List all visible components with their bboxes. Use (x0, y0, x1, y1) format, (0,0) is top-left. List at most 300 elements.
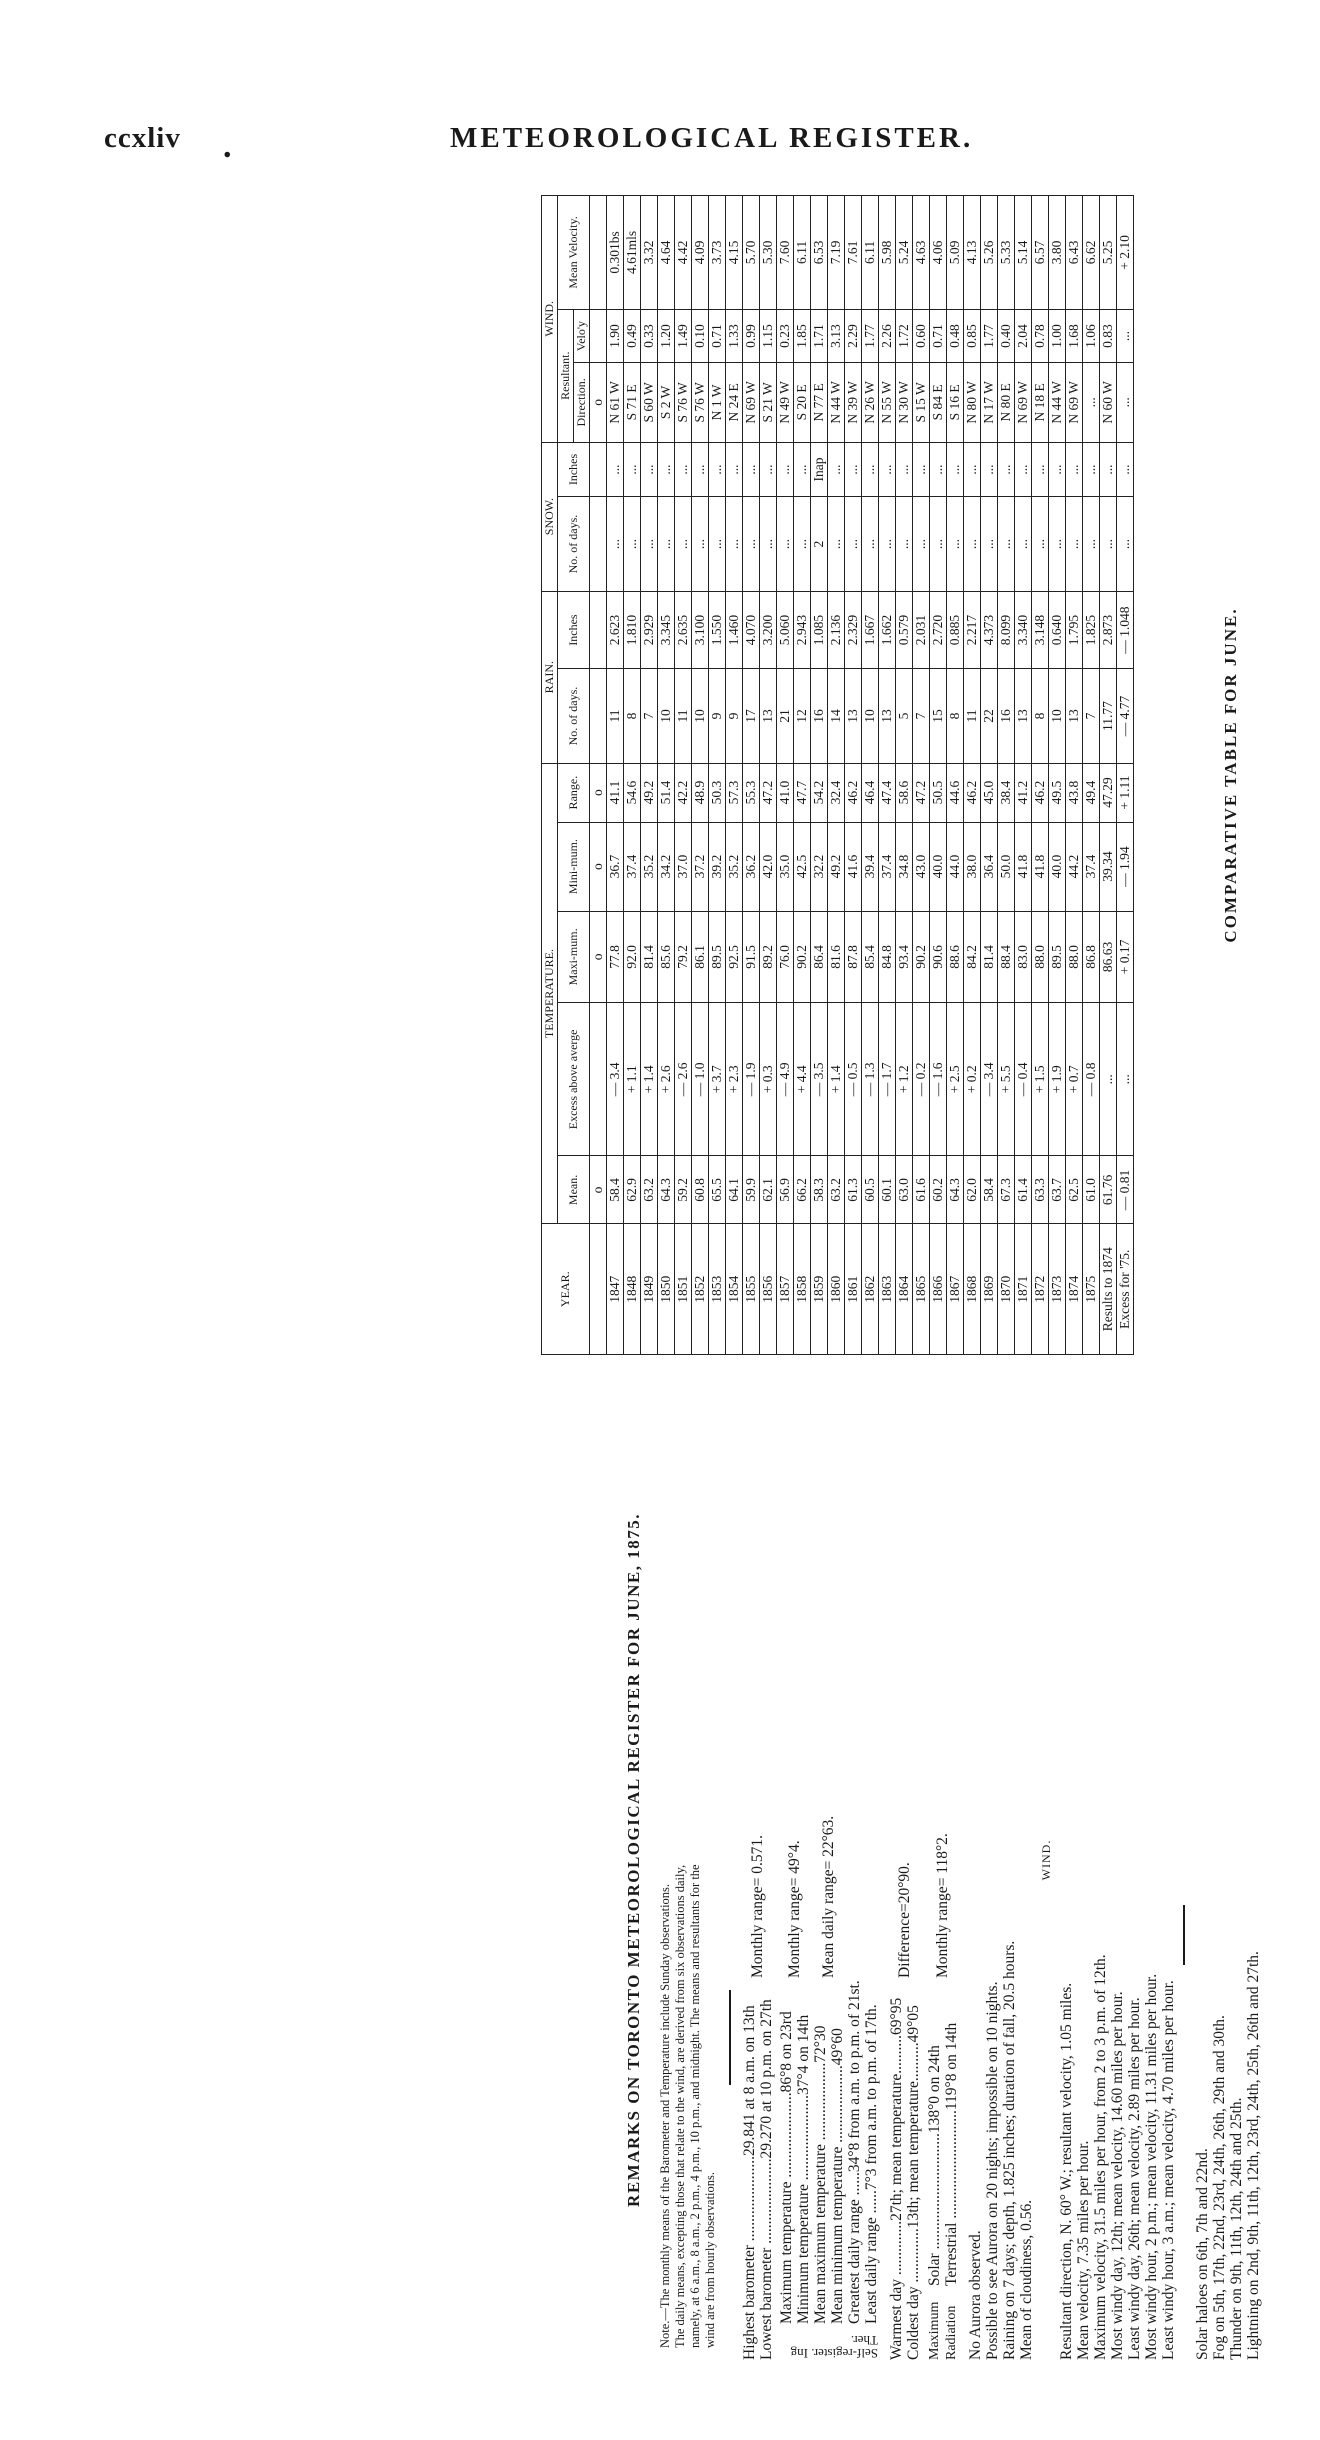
table-cell: — 3.4 (607, 1003, 624, 1156)
table-cell: 7.60 (777, 196, 794, 310)
radiation-range: Monthly range= 118°2. (934, 1833, 951, 1978)
table-cell: 2.720 (930, 591, 947, 669)
table-cell: 0.301bs (607, 196, 624, 310)
table-row (1032, 196, 1049, 1355)
table-cell: 42.0 (760, 822, 777, 911)
table-cell: ... (1100, 442, 1117, 497)
table-cell: ... (692, 497, 709, 591)
table-cell: 1.72 (896, 309, 913, 362)
table-row (1049, 196, 1066, 1355)
table-cell: 1856 (760, 1224, 777, 1355)
table-cell: N 44 W (828, 363, 845, 442)
table-cell: 16 (811, 669, 828, 763)
table-cell: o (590, 363, 607, 442)
table-cell: 1.06 (1083, 309, 1100, 362)
table-cell: 32.2 (811, 822, 828, 911)
table-cell: 10 (862, 669, 879, 763)
excess-row (1117, 196, 1134, 1355)
table-cell: 44.6 (947, 763, 964, 822)
table-cell: ... (709, 497, 726, 591)
table-row (811, 196, 828, 1355)
table-cell: ... (1100, 497, 1117, 591)
table-cell: ... (1066, 442, 1083, 497)
table-cell: ... (1049, 442, 1066, 497)
table-cell: 59.9 (743, 1156, 760, 1224)
table-cell: 0.40 (998, 309, 1015, 362)
table-cell: N 60 W (1100, 363, 1117, 442)
table-cell: 47.29 (1100, 763, 1117, 822)
table-cell: 61.4 (1015, 1156, 1032, 1224)
table-cell: 1863 (879, 1224, 896, 1355)
table-cell (590, 442, 607, 497)
highest-barometer: Highest barometer ......................29.841 at 8 a.m. on 13th (741, 2005, 758, 2360)
table-cell: 2.04 (1015, 309, 1032, 362)
table-cell: N 17 W (981, 363, 998, 442)
table-cell: 64.1 (726, 1156, 743, 1224)
table-cell (590, 591, 607, 669)
table-cell: 2.136 (828, 591, 845, 669)
table-cell: 7 (641, 669, 658, 763)
table-row (913, 196, 930, 1355)
table-cell: Results to 1874 (1100, 1224, 1117, 1355)
running-head: METEOROLOGICAL REGISTER. (450, 122, 974, 154)
table-cell: 92.5 (726, 911, 743, 1003)
table-cell: 51.4 (658, 763, 675, 822)
remarks-section (624, 1360, 1262, 2361)
table-cell: 90.2 (913, 911, 930, 1003)
table-cell: 5.060 (777, 591, 794, 669)
table-cell: 88.0 (1032, 911, 1049, 1003)
table-cell: 63.2 (828, 1156, 845, 1224)
table-cell: 1847 (607, 1224, 624, 1355)
table-cell: — 2.6 (675, 1003, 692, 1156)
table-cell: — 0.2 (913, 1003, 930, 1156)
table-cell: 3.148 (1032, 591, 1049, 669)
table-cell: 1870 (998, 1224, 1015, 1355)
results-row (1100, 196, 1117, 1355)
table-cell: — 0.81 (1117, 1156, 1134, 1224)
table-cell: 13 (760, 669, 777, 763)
table-cell: 1862 (862, 1224, 879, 1355)
table-cell: 21 (777, 669, 794, 763)
table-cell: 81.4 (981, 911, 998, 1003)
table-cell: + 2.6 (658, 1003, 675, 1156)
note-line: namely, at 6 a.m., 8 a.m., 2 p.m., 4 p.m., 10 p.m., and midnight. The means and resultants for the (688, 1864, 702, 2348)
table-row (658, 196, 675, 1355)
table-cell: 1859 (811, 1224, 828, 1355)
table-cell: 39.4 (862, 822, 879, 911)
table-cell: 1874 (1066, 1224, 1083, 1355)
col-snow-days: No. of days. (558, 497, 590, 591)
table-cell: 55.3 (743, 763, 760, 822)
table-cell: 1868 (964, 1224, 981, 1355)
table-cell: 4.61mls (624, 196, 641, 310)
table-cell: 1849 (641, 1224, 658, 1355)
table-cell: 9 (709, 669, 726, 763)
table-cell: 1.20 (658, 309, 675, 362)
table-cell: 1860 (828, 1224, 845, 1355)
table-row (641, 196, 658, 1355)
table-cell: 2.943 (794, 591, 811, 669)
table-cell: 1.00 (1049, 309, 1066, 362)
table-cell: 47.7 (794, 763, 811, 822)
table-cell: 4.09 (692, 196, 709, 310)
table-cell: 85.4 (862, 911, 879, 1003)
table-cell: 6.11 (794, 196, 811, 310)
table-cell: 36.2 (743, 822, 760, 911)
group-temperature: TEMPERATURE. (542, 763, 558, 1224)
table-cell: ... (607, 442, 624, 497)
table-cell: 2.635 (675, 591, 692, 669)
table-cell: 60.1 (879, 1156, 896, 1224)
mean-min-temp: Mean minimum temperature ....................49°60 (829, 2028, 846, 2324)
self-register-label: Self-register. Ing Ther. (790, 2333, 878, 2361)
table-cell: 3.340 (1015, 591, 1032, 669)
table-cell: ... (641, 442, 658, 497)
table-cell: 41.1 (607, 763, 624, 822)
table-cell: 3.100 (692, 591, 709, 669)
table-cell: 1.85 (794, 309, 811, 362)
table-cell: 34.8 (896, 822, 913, 911)
table-cell: 0.885 (947, 591, 964, 669)
table-cell: 5.33 (998, 196, 1015, 310)
table-cell: 6.43 (1066, 196, 1083, 310)
table-cell: 41.6 (845, 822, 862, 911)
table-cell: 3.13 (828, 309, 845, 362)
table-cell: 5.70 (743, 196, 760, 310)
solar-radiation: Solar ..............................138°0 on 24th (926, 2045, 943, 2286)
table-cell: 41.0 (777, 763, 794, 822)
phenomena-line: Fog on 5th, 17th, 22nd, 23rd, 24th, 26th, 29th and 30th. (1211, 2015, 1228, 2360)
table-cell: ... (913, 442, 930, 497)
note-line: The daily means, excepting those that relate to the wind, are derived from six observations daily, (673, 1864, 687, 2348)
table-row (675, 196, 692, 1355)
wind-line: Mean velocity, 7.35 miles per hour. (1075, 2140, 1092, 2360)
table-cell: 45.0 (981, 763, 998, 822)
table-cell: 58.4 (981, 1156, 998, 1224)
wind-line: Most windy hour, 2 p.m.; mean velocity, 11.31 miles per hour. (1143, 1973, 1160, 2360)
table-cell: 1866 (930, 1224, 947, 1355)
table-cell: 1.085 (811, 591, 828, 669)
table-cell: 1.90 (607, 309, 624, 362)
group-resultant: Resultant. (558, 309, 574, 442)
table-cell: 60.2 (930, 1156, 947, 1224)
table-cell: 1.33 (726, 309, 743, 362)
table-cell: 63.7 (1049, 1156, 1066, 1224)
table-cell: 46.2 (964, 763, 981, 822)
table-cell: 3.200 (760, 591, 777, 669)
table-cell: 49.2 (641, 763, 658, 822)
table-cell: N 69 W (1066, 363, 1083, 442)
table-cell: 61.6 (913, 1156, 930, 1224)
table-cell: 66.2 (794, 1156, 811, 1224)
table-cell: 1854 (726, 1224, 743, 1355)
table-cell: 86.4 (811, 911, 828, 1003)
table-cell: 1.667 (862, 591, 879, 669)
table-cell: 41.2 (1015, 763, 1032, 822)
table-cell: 41.8 (1032, 822, 1049, 911)
table-cell: — 1.6 (930, 1003, 947, 1156)
table-cell: ... (896, 442, 913, 497)
table-cell: ... (896, 497, 913, 591)
table-cell: 1873 (1049, 1224, 1066, 1355)
table-cell: S 15 W (913, 363, 930, 442)
table-row (930, 196, 947, 1355)
table-row (964, 196, 981, 1355)
table-cell: 0.99 (743, 309, 760, 362)
table-cell: — 1.7 (879, 1003, 896, 1156)
table-cell: 92.0 (624, 911, 641, 1003)
table-cell: 2.623 (607, 591, 624, 669)
table-cell: 47.2 (760, 763, 777, 822)
table-cell: ... (845, 497, 862, 591)
table-cell: 60.5 (862, 1156, 879, 1224)
warm-cold-difference: Difference=20°90. (896, 1862, 913, 1978)
table-cell: 49.2 (828, 822, 845, 911)
table-cell: N 44 W (1049, 363, 1066, 442)
table-cell: 91.5 (743, 911, 760, 1003)
table-cell: ... (1066, 497, 1083, 591)
table-cell: ... (930, 497, 947, 591)
col-maximum: Maxi-mum. (558, 911, 590, 1003)
table-cell: ... (1117, 442, 1134, 497)
table-cell: — 0.4 (1015, 1003, 1032, 1156)
table-cell: ... (777, 497, 794, 591)
greatest-daily-range: Greatest daily range ......34°8 from a.m. to p.m. of 21st. (846, 1980, 863, 2324)
table-cell: N 69 W (1015, 363, 1032, 442)
coldest-day: Coldest day ..............13th; mean temperature..........49°05 (905, 2005, 922, 2360)
table-cell: — 4.77 (1117, 669, 1134, 763)
table-cell: ... (947, 442, 964, 497)
note-line: Note.—The monthly means of the Barometer and Temperature include Sunday observations. (658, 1883, 672, 2348)
table-cell: 42.5 (794, 822, 811, 911)
table-cell: + 1.4 (828, 1003, 845, 1156)
table-row (981, 196, 998, 1355)
table-row (862, 196, 879, 1355)
page-number: ccxliv (104, 122, 181, 154)
wind-line: Least windy hour, 3 a.m.; mean velocity, 4.70 miles per hour. (1160, 1980, 1177, 2360)
col-snow-inches: Inches (558, 442, 590, 497)
table-cell: ... (1083, 442, 1100, 497)
col-mean-velocity: Mean Velocity. (558, 196, 590, 310)
table-cell: 5 (896, 669, 913, 763)
table-cell: 6.11 (862, 196, 879, 310)
table-cell: ... (879, 442, 896, 497)
table-cell: 64.3 (658, 1156, 675, 1224)
table-cell: N 69 W (743, 363, 760, 442)
min-temp: Minimum temperature ......................37°4 on 14th (795, 2014, 812, 2324)
table-cell: ... (879, 497, 896, 591)
table-cell: 88.6 (947, 911, 964, 1003)
col-rain-inches: Inches (558, 591, 590, 669)
table-cell: 58.4 (607, 1156, 624, 1224)
table-cell: ... (1100, 1003, 1117, 1156)
table-cell: 49.4 (1083, 763, 1100, 822)
table-cell: N 18 E (1032, 363, 1049, 442)
table-cell: 1851 (675, 1224, 692, 1355)
table-cell: N 24 E (726, 363, 743, 442)
table-cell: — 1.3 (862, 1003, 879, 1156)
table-cell: 0.23 (777, 309, 794, 362)
table-cell: 57.3 (726, 763, 743, 822)
table-cell: 8 (1032, 669, 1049, 763)
table-cell: ... (726, 442, 743, 497)
table-cell: 0.640 (1049, 591, 1066, 669)
table-cell: 1.15 (760, 309, 777, 362)
table-cell: 13 (879, 669, 896, 763)
col-velocity: Velo'y (574, 309, 590, 362)
table-cell: + 2.10 (1117, 196, 1134, 310)
table-cell: 36.7 (607, 822, 624, 911)
table-cell: 38.0 (964, 822, 981, 911)
table-cell: ... (794, 497, 811, 591)
table-cell: 1.77 (981, 309, 998, 362)
table-cell: 37.4 (624, 822, 641, 911)
table-cell: S 2 W (658, 363, 675, 442)
table-cell: 0.83 (1100, 309, 1117, 362)
table-cell: ... (624, 497, 641, 591)
table-cell: 50.0 (998, 822, 1015, 911)
table-cell: 3.73 (709, 196, 726, 310)
table-cell: 2.031 (913, 591, 930, 669)
table-cell: ... (641, 497, 658, 591)
table-cell: ... (1117, 497, 1134, 591)
table-cell: 2.217 (964, 591, 981, 669)
col-mean: Mean. (558, 1156, 590, 1224)
table-cell: 62.5 (1066, 1156, 1083, 1224)
table-cell: 1850 (658, 1224, 675, 1355)
table-cell: + 1.2 (896, 1003, 913, 1156)
table-row (624, 196, 641, 1355)
table-cell: 0.10 (692, 309, 709, 362)
table-cell: 5.30 (760, 196, 777, 310)
table-cell: ... (675, 497, 692, 591)
table-cell: 62.9 (624, 1156, 641, 1224)
table-cell: 1864 (896, 1224, 913, 1355)
lowest-barometer: Lowest barometer ......................29.270 at 10 p.m. on 27th (758, 1999, 775, 2360)
col-excess: Excess above averge (558, 1003, 590, 1156)
table-cell: 83.0 (1015, 911, 1032, 1003)
table-cell: ... (760, 497, 777, 591)
table-cell: 86.1 (692, 911, 709, 1003)
table-cell: 1858 (794, 1224, 811, 1355)
table-cell: 1869 (981, 1224, 998, 1355)
table-cell: 32.4 (828, 763, 845, 822)
table-cell (590, 669, 607, 763)
table-row (947, 196, 964, 1355)
temp-monthly-range: Monthly range= 49°4. (786, 1840, 803, 1978)
table-cell: 88.0 (1066, 911, 1083, 1003)
table-cell: 1871 (1015, 1224, 1032, 1355)
table-cell: 61.76 (1100, 1156, 1117, 1224)
table-cell: S 84 E (930, 363, 947, 442)
table-cell: 7.61 (845, 196, 862, 310)
table-cell: ... (828, 442, 845, 497)
table-cell: 43.0 (913, 822, 930, 911)
table-cell: Excess for '75. (1117, 1224, 1134, 1355)
table-cell: ... (964, 497, 981, 591)
group-snow: SNOW. (542, 442, 558, 591)
table-cell: 1872 (1032, 1224, 1049, 1355)
table-cell: ... (1117, 309, 1134, 362)
table-cell: 40.0 (930, 822, 947, 911)
table-cell: o (590, 911, 607, 1003)
terrestrial-radiation: Terrestrial ............................119°8 on 14th (943, 2022, 960, 2286)
table-cell: 4.42 (675, 196, 692, 310)
table-cell: + 1.11 (1117, 763, 1134, 822)
table-row (794, 196, 811, 1355)
table-cell: ... (658, 442, 675, 497)
table-cell: 39.2 (709, 822, 726, 911)
table-cell: ... (930, 442, 947, 497)
table-cell: ... (1032, 442, 1049, 497)
table-cell: — 0.5 (845, 1003, 862, 1156)
table-cell: ... (743, 442, 760, 497)
rain-summary: Raining on 7 days; depth, 1.825 inches; duration of fall, 20.5 hours. (1001, 1940, 1018, 2360)
col-direction: Direction. (574, 363, 590, 442)
table-cell: 22 (981, 669, 998, 763)
table-cell: 89.5 (709, 911, 726, 1003)
table-cell: ... (794, 442, 811, 497)
table-cell: 54.6 (624, 763, 641, 822)
table-cell: ... (862, 442, 879, 497)
wind-line: Least windy day, 26th; mean velocity, 2.89 miles per hour. (1126, 1997, 1143, 2360)
table-cell: 81.6 (828, 911, 845, 1003)
table-cell: 1867 (947, 1224, 964, 1355)
group-rain: RAIN. (542, 591, 558, 763)
table-cell: 0.60 (913, 309, 930, 362)
table-cell: 1855 (743, 1224, 760, 1355)
table-cell: 88.4 (998, 911, 1015, 1003)
table-cell: + 0.7 (1066, 1003, 1083, 1156)
table-cell: 13 (1066, 669, 1083, 763)
comparative-table (541, 195, 1134, 1355)
table-cell: 14 (828, 669, 845, 763)
units-row (590, 196, 607, 1355)
table-cell: 35.0 (777, 822, 794, 911)
table-row (607, 196, 624, 1355)
table-cell: 10 (692, 669, 709, 763)
table-cell: 8.099 (998, 591, 1015, 669)
table-cell: 1857 (777, 1224, 794, 1355)
table-cell: 89.2 (760, 911, 777, 1003)
table-cell: 47.2 (913, 763, 930, 822)
table-cell: + 4.4 (794, 1003, 811, 1156)
table-cell: ... (981, 442, 998, 497)
table-cell: 85.6 (658, 911, 675, 1003)
table-cell: 93.4 (896, 911, 913, 1003)
table-cell: 11.77 (1100, 669, 1117, 763)
table-cell: 1.68 (1066, 309, 1083, 362)
table-cell: N 55 W (879, 363, 896, 442)
table-cell: — 3.4 (981, 1003, 998, 1156)
table-cell: ... (760, 442, 777, 497)
phenomena-line: Solar haloes on 6th, 7th and 22nd. (1194, 2148, 1211, 2360)
table-cell: 58.6 (896, 763, 913, 822)
table-cell: ... (1117, 363, 1134, 442)
barometer-range: Monthly range= 0.571. (749, 1834, 766, 1978)
table-cell: 7 (913, 669, 930, 763)
table-cell: ... (1083, 363, 1100, 442)
table-row (760, 196, 777, 1355)
table-cell: 2.29 (845, 309, 862, 362)
table-cell: 1861 (845, 1224, 862, 1355)
table-cell: ... (1117, 1003, 1134, 1156)
table-cell: 54.2 (811, 763, 828, 822)
col-year: YEAR. (542, 1224, 590, 1355)
table-cell: 46.4 (862, 763, 879, 822)
table-cell: 7.19 (828, 196, 845, 310)
